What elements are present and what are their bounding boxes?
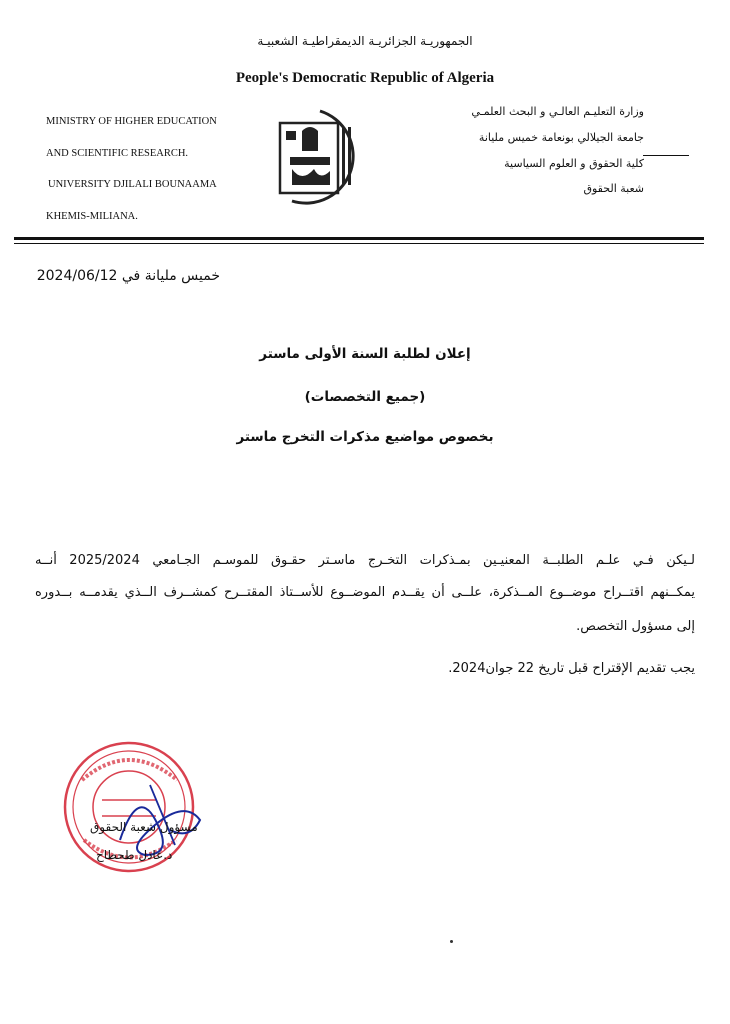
department-ar: شعبة الحقوق bbox=[583, 182, 644, 195]
header-rule-thin bbox=[14, 243, 704, 244]
republic-arabic: الجمهوريـة الجزائريـة الديمقراطيـة الشعبيـة bbox=[257, 34, 473, 48]
university-en-line-1: UNIVERSITY DJILALI BOUNAAMA bbox=[48, 179, 217, 190]
deadline-line: يجب تقديم الإقتراح قبل تاريخ 22 جوان2024. bbox=[448, 661, 695, 676]
body-line-3: إلى مسؤول التخصص. bbox=[576, 619, 695, 634]
stray-dot bbox=[450, 940, 453, 943]
header-rule-thick bbox=[14, 237, 704, 240]
body-line-1: لـيكن فـي علـم الطلبــة المعنيـين بمـذكرات التخـرج ماسـتر حقـوق للموسـم الجـامعي 2025/2024 أنــه bbox=[35, 553, 695, 568]
university-ar: جامعة الجيلالي بونعامة خميس مليانة bbox=[478, 131, 644, 144]
republic-english: People's Democratic Republic of Algeria bbox=[235, 70, 495, 86]
university-en-line-2: KHEMIS-MILIANA. bbox=[46, 211, 138, 222]
ministry-en-line-2: AND SCIENTIFIC RESEARCH. bbox=[46, 148, 189, 159]
body-line-2: يمكــنهم اقتــراح موضــوع المــذكرة، علــى أن يقــدم الموضــوع للأســتاذ المقتــرح كمشــرف الــذي يقدمــه بــدوره bbox=[35, 585, 695, 600]
announcement-scope: (جميع التخصصات) bbox=[304, 389, 426, 405]
announcement-title: إعلان لطلبة السنة الأولى ماستر bbox=[259, 346, 471, 362]
header-dash bbox=[643, 155, 689, 156]
faculty-ar: كلية الحقوق و العلوم السياسية bbox=[504, 157, 644, 170]
ministry-en-line-1: MINISTRY OF HIGHER EDUCATION bbox=[46, 116, 217, 127]
signatory-name: د.عادل طحطاح bbox=[96, 848, 173, 862]
place-date: خميس مليانة في 2024/06/12 bbox=[36, 268, 220, 284]
university-logo bbox=[262, 105, 372, 205]
signatory-role: مسؤول شعبة الحقوق bbox=[90, 820, 198, 834]
announcement-subject: بخصوص مواضيع مذكرات التخرج ماستر bbox=[236, 429, 494, 445]
ministry-ar: وزارة التعليـم العالـي و البحث العلمـي bbox=[471, 105, 644, 118]
